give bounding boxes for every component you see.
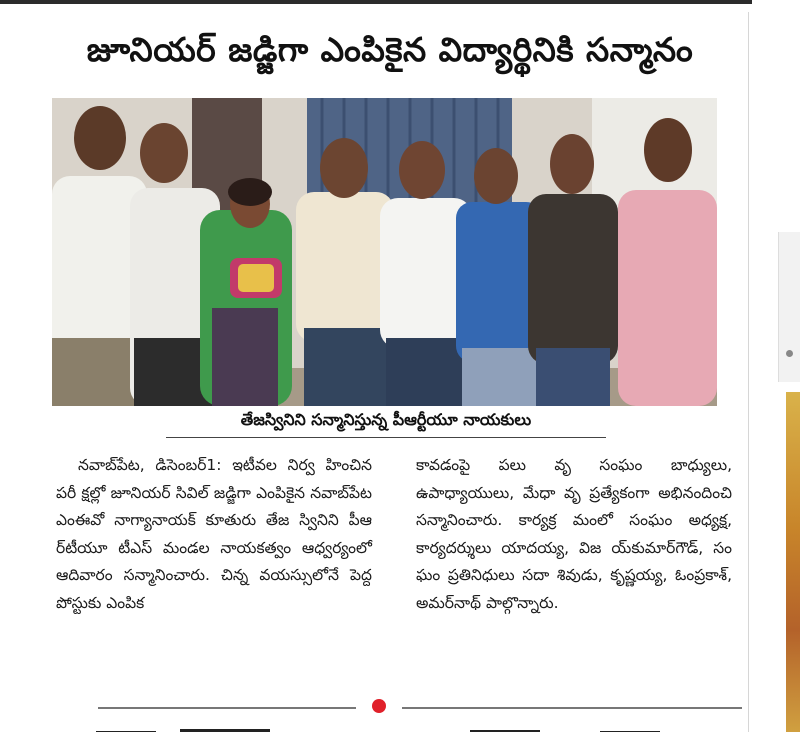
section-divider-left — [98, 707, 356, 709]
section-divider-dot — [372, 699, 386, 713]
article-body-right — [416, 452, 732, 618]
body-paragraph-right: కావడంపై పలు వృ సంఘం బాధ్యులు, ఉపాధ్యాయులు, మేధా వృ ప్రత్యేకంగా అభినందించి సన్మానించారు. కార్యక్ర మంలో సంఘం అధ్యక్ష, కార్యదర్శులు యాదయ్య, విజ య్‌కుమార్‌గౌడ్, సం ఘం ప్రతినిధులు సదా శివుడు, కృష్ణయ్య, ఓంప్రకాశ్, అమర్‌నాథ్ పాల్గొన్నారు. — [416, 456, 732, 612]
next-headline-fragment — [0, 722, 748, 732]
adjacent-column-box — [778, 232, 800, 382]
photo-illustration — [52, 98, 717, 406]
adjacent-image-strip — [786, 392, 800, 732]
body-paragraph-left: నవాబ్‌పేట, డిసెంబర్1: ఇటీవల నిర్వ హించిన పరీ క్షల్లో జూనియర్ సివిల్ జడ్జిగా ఎంపికైన నవాబ్‌పేట ఎంఈవో నాగ్యానాయక్ కూతురు తేజ స్వినిని పీఆ ర్‌టీయూ టీఎస్ మండల నాయకత్వం ఆధ్వర్యంలో ఆదివారం సన్మానించారు. చిన్న వయస్సులోనే పెద్ద పోస్టుకు ఎంపిక — [56, 456, 372, 612]
caption-rule — [166, 437, 606, 438]
article-headline: జూనియర్ జడ్జిగా ఎంపికైన విద్యార్థినికి సన్మానం — [86, 30, 694, 69]
news-photo — [52, 98, 717, 406]
photo-caption: తేజస్వినిని సన్మానిస్తున్న పీఆర్టీయూ నాయకులు — [240, 410, 532, 429]
top-rule — [0, 0, 752, 4]
article-body-left — [56, 452, 372, 618]
adjacent-column-dot — [786, 350, 793, 357]
column-divider — [748, 12, 749, 732]
section-divider-right — [402, 707, 742, 709]
